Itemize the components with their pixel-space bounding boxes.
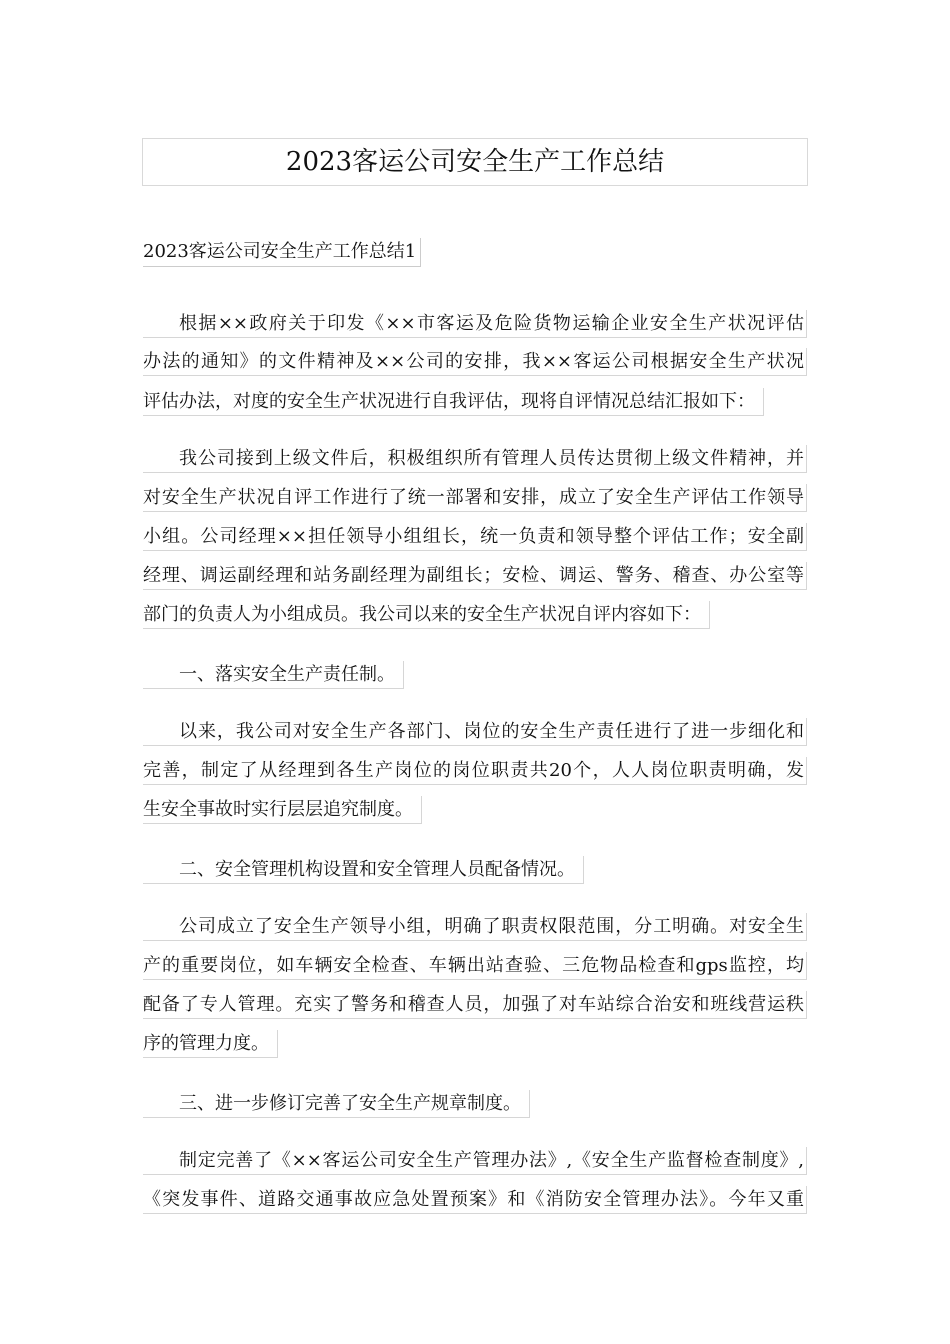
paragraph-line: 生安全事故时实行层层追究制度。 — [143, 796, 422, 824]
paragraph-line: 小组。公司经理××担任领导小组组长，统一负责和领导整个评估工作；安全副 — [143, 523, 807, 551]
paragraph-line: 公司成立了安全生产领导小组，明确了职责权限范围，分工明确。对安全生 — [143, 913, 807, 941]
section-subtitle: 2023客运公司安全生产工作总结1 — [143, 238, 421, 267]
paragraph-line: 以来，我公司对安全生产各部门、岗位的安全生产责任进行了进一步细化和 — [143, 718, 807, 746]
paragraph-line: 完善，制定了从经理到各生产岗位的岗位职责共20个，人人岗位职责明确，发 — [143, 757, 807, 785]
paragraph-line: 对安全生产状况自评工作进行了统一部署和安排，成立了安全生产评估工作领导 — [143, 484, 807, 512]
paragraph-line: 产的重要岗位，如车辆安全检查、车辆出站查验、三危物品检查和gps监控，均 — [143, 952, 807, 980]
document-title: 2023客运公司安全生产工作总结 — [142, 138, 808, 186]
paragraph-line: 评估办法，对度的安全生产状况进行自我评估，现将自评情况总结汇报如下： — [143, 388, 764, 416]
section-heading: 二、安全管理机构设置和安全管理人员配备情况。 — [143, 856, 584, 884]
paragraph-line: 配备了专人管理。充实了警务和稽查人员，加强了对车站综合治安和班线营运秩 — [143, 991, 807, 1019]
paragraph-line: 办法的通知》的文件精神及××公司的安排，我××客运公司根据安全生产状况 — [143, 348, 807, 376]
paragraph-line: 根据××政府关于印发《××市客运及危险货物运输企业安全生产状况评估 — [143, 310, 807, 338]
paragraph-line: 序的管理力度。 — [143, 1030, 278, 1058]
paragraph-line: 我公司接到上级文件后，积极组织所有管理人员传达贯彻上级文件精神，并 — [143, 445, 807, 473]
paragraph-line: 部门的负责人为小组成员。我公司以来的安全生产状况自评内容如下： — [143, 601, 710, 629]
section-heading: 一、落实安全生产责任制。 — [143, 661, 404, 689]
paragraph-line: 《突发事件、道路交通事故应急处置预案》和《消防安全管理办法》。今年又重 — [143, 1186, 807, 1214]
section-heading: 三、进一步修订完善了安全生产规章制度。 — [143, 1090, 530, 1118]
paragraph-line: 经理、调运副经理和站务副经理为副组长；安检、调运、警务、稽查、办公室等 — [143, 562, 807, 590]
paragraph-line: 制定完善了《××客运公司安全生产管理办法》,《安全生产监督检查制度》, — [143, 1147, 807, 1175]
